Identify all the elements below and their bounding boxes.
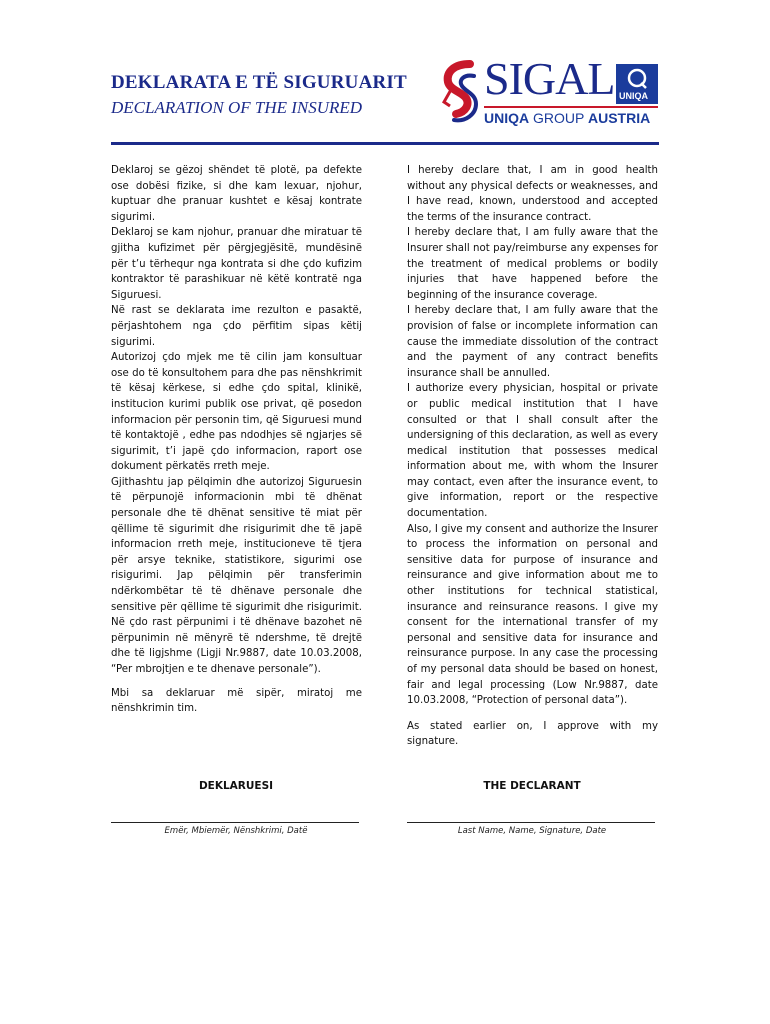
paragraph: Also, I give my consent and authorize the Insurer to process the information on personal and sensitive data for purpose of insurance and reinsurance and give information about me to other institutions for technical statistical, insurance and reinsurance reasons. I give my consent for the international transfer of my personal and sensitive data for insurance and reinsurance purpose. In any case the processing of my personal data should be based on honest, fair and legal processing (Low Nr.9887, date 10.03.2008, “Protection of personal data”). [407, 523, 658, 707]
sigal-emblem-icon [440, 58, 484, 138]
paragraph: I authorize every physician, hospital or private or public medical institution that I have consulted or that I shall consult after the undersigning of this declaration, as well as every medical institution that possesses medical information about me, with whom the Insurer may contact, even after the insurance event, to give information, report or the respective documentation. [407, 383, 658, 520]
paragraph: Autorizoj çdo mjek me të cilin jam konsultuar ose do të konsultohem para dhe pas nënshkrimit të kësaj kërkese, si edhe çdo spital, klinikë, institucion kurimi publik ose privat, që posedon informacion për personin tim, që Siguruesi mund të kontaktojë , edhe pas ndodhjes së ngjarjes së sigurimit, t’i japë çdo informacion, raport ose dokument përkatës rreth meje. [111, 352, 362, 473]
header-divider [111, 142, 659, 145]
logo-group-uniqa: UNIQA [484, 110, 530, 126]
paragraph: Deklaroj se gëzoj shëndet të plotë, pa defekte ose dobësi fizike, si dhe kam lexuar, njohur, kuptuar dhe pranuar kushtet e kësaj kontrate sigurimi. [111, 165, 362, 223]
signature-caption-left: Emër, Mbiemër, Nënshkrimi, Datë [164, 826, 308, 836]
paragraph: I hereby declare that, I am in good health without any physical defects or weaknesses, and I have read, known, understood and accepted the terms of the insurance contract. [407, 165, 658, 223]
signature-title-right: THE DECLARANT [483, 780, 581, 792]
paragraph: Deklaroj se kam njohur, pranuar dhe miratuar të gjitha kufizimet për përgjegjësitë, mundësinë për t’u tërhequr nga kontrata si dhe çdo kufizim kontraktor të parashikuar në këtë kontratë nga Siguruesi. [111, 227, 362, 301]
closing-statement: Mbi sa deklaruar më sipër, miratoj me nënshkrimin tim. [111, 687, 362, 715]
paragraph: Në rast se deklarata ime rezulton e pasaktë, përjashtohem nga çdo përfitim sipas këtij sigurimi. [111, 305, 362, 348]
uniqa-box [616, 64, 658, 104]
sigal-logo [440, 53, 660, 148]
document-title: DEKLARATA E TË SIGURUARIT [111, 72, 407, 93]
paragraph: I hereby declare that, I am fully aware that the Insurer shall not pay/reimburse any expenses for the treatment of medical problems or bodily injuries that have happened before the beginning of the insurance coverage. [407, 227, 658, 301]
document-subtitle: DECLARATION OF THE INSURED [111, 98, 363, 117]
signature-line-right[interactable] [407, 822, 655, 823]
paragraph: Gjithashtu jap pëlqimin dhe autorizoj Siguruesin të përpunojë informacionin mbi të dhënat personale dhe të dhënat sensitive të miat për qëllime të sigurimit dhe risigurimit dhe të japë informacion rreth meje, institucioneve të tjera për arsye teknike, statistikore, sigurimi ose risigurimi. Jap pëlqimin për transferimin ndërkombëtar të të dhënave personale dhe sensitive për qëllime të sigurimit dhe risigurimit. Në çdo rast përpunimi i të dhënave bazohet në përpunimin në mënyrë të ndershme, të drejtë dhe të ligjshme (Ligji Nr.9887, date 10.03.2008, “Per mbrojtjen e te dhenave personale”). [111, 476, 362, 675]
paragraph: I hereby declare that, I am fully aware that the provision of false or incomplete information can cause the immediate dissolution of the contract and the payment of any contract benefits insurance shall be annulled. [407, 305, 658, 379]
logo-divider [484, 106, 658, 108]
closing-statement: As stated earlier on, I approve with my signature. [407, 720, 658, 748]
albanian-text-column [111, 163, 362, 717]
signature-caption-right: Last Name, Name, Signature, Date [457, 826, 607, 836]
english-text-column [407, 163, 658, 750]
logo-group-text [484, 110, 650, 126]
uniqa-mark-icon [616, 66, 658, 92]
logo-group-word: GROUP [529, 110, 588, 126]
signature-line-left[interactable] [111, 822, 359, 823]
logo-group-country: AUSTRIA [588, 110, 651, 126]
signature-title-left: DEKLARUESI [198, 780, 274, 792]
uniqa-box-label: UNIQA [619, 91, 648, 101]
logo-brand-text: SIGAL [484, 53, 615, 104]
